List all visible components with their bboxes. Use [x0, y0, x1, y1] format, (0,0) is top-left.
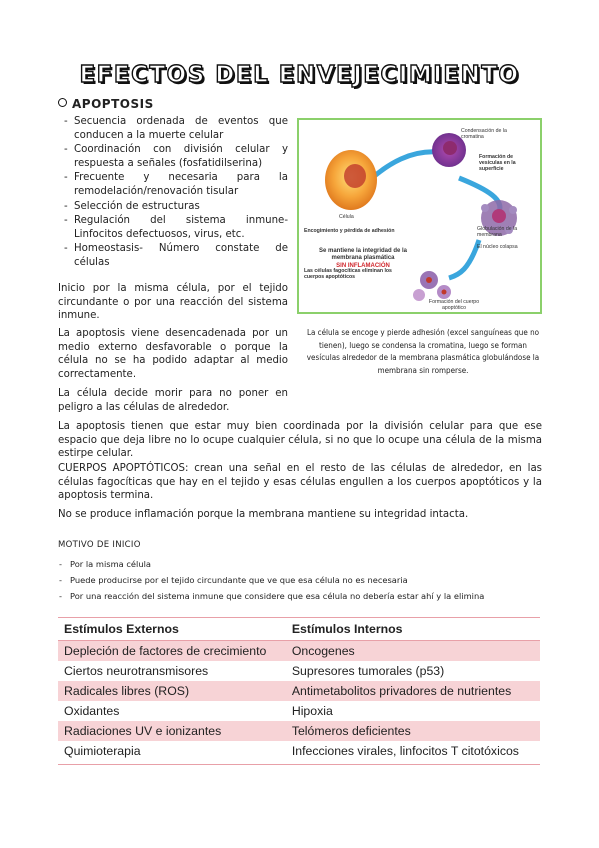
table-cell: Radiaciones UV e ionizantes [58, 721, 286, 741]
table-header-row [58, 618, 540, 641]
table-row [58, 661, 540, 681]
table-cell: Infecciones virales, linfocitos T citotóxicos [286, 741, 540, 765]
table-cell: Radicales libres (ROS) [58, 681, 286, 701]
list-item: - Por una reacción del sistema inmune que considere que esa célula no debería estar ahí y la elimina [58, 588, 484, 604]
motivo-list [58, 556, 484, 604]
table-cell: Ciertos neurotransmisores [64, 664, 209, 678]
table-cell: Telómeros deficientes [286, 721, 540, 741]
table-cell: Antimetabolitos privadores de nutrientes [286, 681, 540, 701]
label-vesiculas: Formación de vesículas en la superficie [479, 154, 516, 172]
apoptosis-diagram [299, 120, 540, 312]
list-item: - Coordinación con división celular y respuesta a señales (fosfatidilserina) [62, 143, 288, 170]
paragraph-inflamacion: No se produce inflamación porque la membrana mantiene su integridad intacta. [58, 509, 469, 520]
label-encogimiento: Encogimiento y pérdida de adhesión [304, 228, 395, 234]
apoptosis-bullet-list [62, 115, 288, 271]
paragraph-inicio: Inicio por la misma célula, por el tejido circundante o por una reacción del sistema inmune. [58, 283, 288, 322]
motivo-heading: MOTIVO DE INICIO [58, 540, 141, 550]
list-item: - Regulación del sistema inmune- Linfocitos defectuosos, virus, etc. [62, 214, 288, 241]
circle-bullet-icon [58, 98, 67, 107]
label-cuerpo: Formación del cuerpo apoptótico [428, 299, 480, 311]
label-nucleo: El núcleo colapsa [477, 244, 518, 250]
table-cell: Oncogenes [286, 641, 540, 662]
list-item: - Selección de estructuras [62, 200, 288, 214]
paragraph-decide-morir: La célula decide morir para no poner en peligro a las células de alrededor. [58, 388, 288, 413]
paragraph-coordinada: La apoptosis tienen que estar muy bien coordinada por la división celular para que ese espacio que deja libre no lo ocupe cualquier célula, si no que lo ocupe una célula de la misma estirpe celular. [58, 421, 542, 460]
label-integridad: Se mantiene la integridad de la membrana plasmática [318, 248, 408, 261]
table-row [58, 721, 540, 741]
table-cell: Quimioterapia [58, 741, 286, 765]
list-item: - Por la misma célula [58, 556, 484, 572]
label-sin-inflamacion: SIN INFLAMACIÓN [336, 263, 390, 269]
label-celula: Célula [339, 214, 354, 220]
list-item: - Secuencia ordenada de eventos que conducen a la muerte celular [62, 115, 288, 142]
list-item: - Puede producirse por el tejido circundante que ve que esa célula no es necesaria [58, 572, 484, 588]
table-row [58, 741, 540, 765]
list-item: - Frecuente y necesaria para la remodelación/renovación tisular [62, 171, 288, 198]
list-item: - Homeostasis- Número constate de células [62, 242, 288, 269]
label-globulacion: Globulación de la membrana [477, 226, 518, 238]
page-title: EFECTOS DEL ENVEJECIMIENTO [79, 62, 520, 88]
label-fagociticas: Las células fagocíticas eliminan los cuerpos apoptóticos [304, 268, 392, 280]
table-row [58, 641, 540, 662]
table-cell: Hipoxia [291, 704, 333, 718]
apoptosis-figure [297, 118, 542, 314]
table-row [58, 681, 540, 701]
paragraph-cuerpos-apoptoticos: CUERPOS APOPTÓTICOS: crean una señal en el resto de las células de alrededor, en las células fagocíticas que hay en el tejido y esas células engullen a los cuerpos apoptóticos y la apoptosis termina. [58, 463, 542, 502]
figure-caption: La célula se encoge y pierde adhesión (excel sanguíneas que no tienen), luego se condensa la cromatina, luego se forman vesículas alrededor de la membrana plasmática globulándose la membrana sin romperse. [306, 328, 540, 375]
table-row [58, 701, 540, 721]
section-heading [58, 97, 154, 111]
table-cell: Oxidantes [64, 704, 120, 718]
paragraph-desencadenada: La apoptosis viene desencadenada por un medio externo desfavorable o porque la célula no se ha podido adaptar al medio correctamente. [58, 328, 288, 380]
table-cell: Depleción de factores de crecimiento [58, 641, 286, 662]
stimuli-table [58, 617, 540, 765]
table-cell: Supresores tumorales (p53) [291, 664, 445, 678]
section-heading-label: APOPTOSIS [72, 97, 154, 111]
label-cromatina: Condensación de la cromatina [461, 128, 507, 140]
header-externos: Estímulos Externos [58, 618, 286, 641]
header-internos: Estímulos Internos [286, 618, 540, 641]
